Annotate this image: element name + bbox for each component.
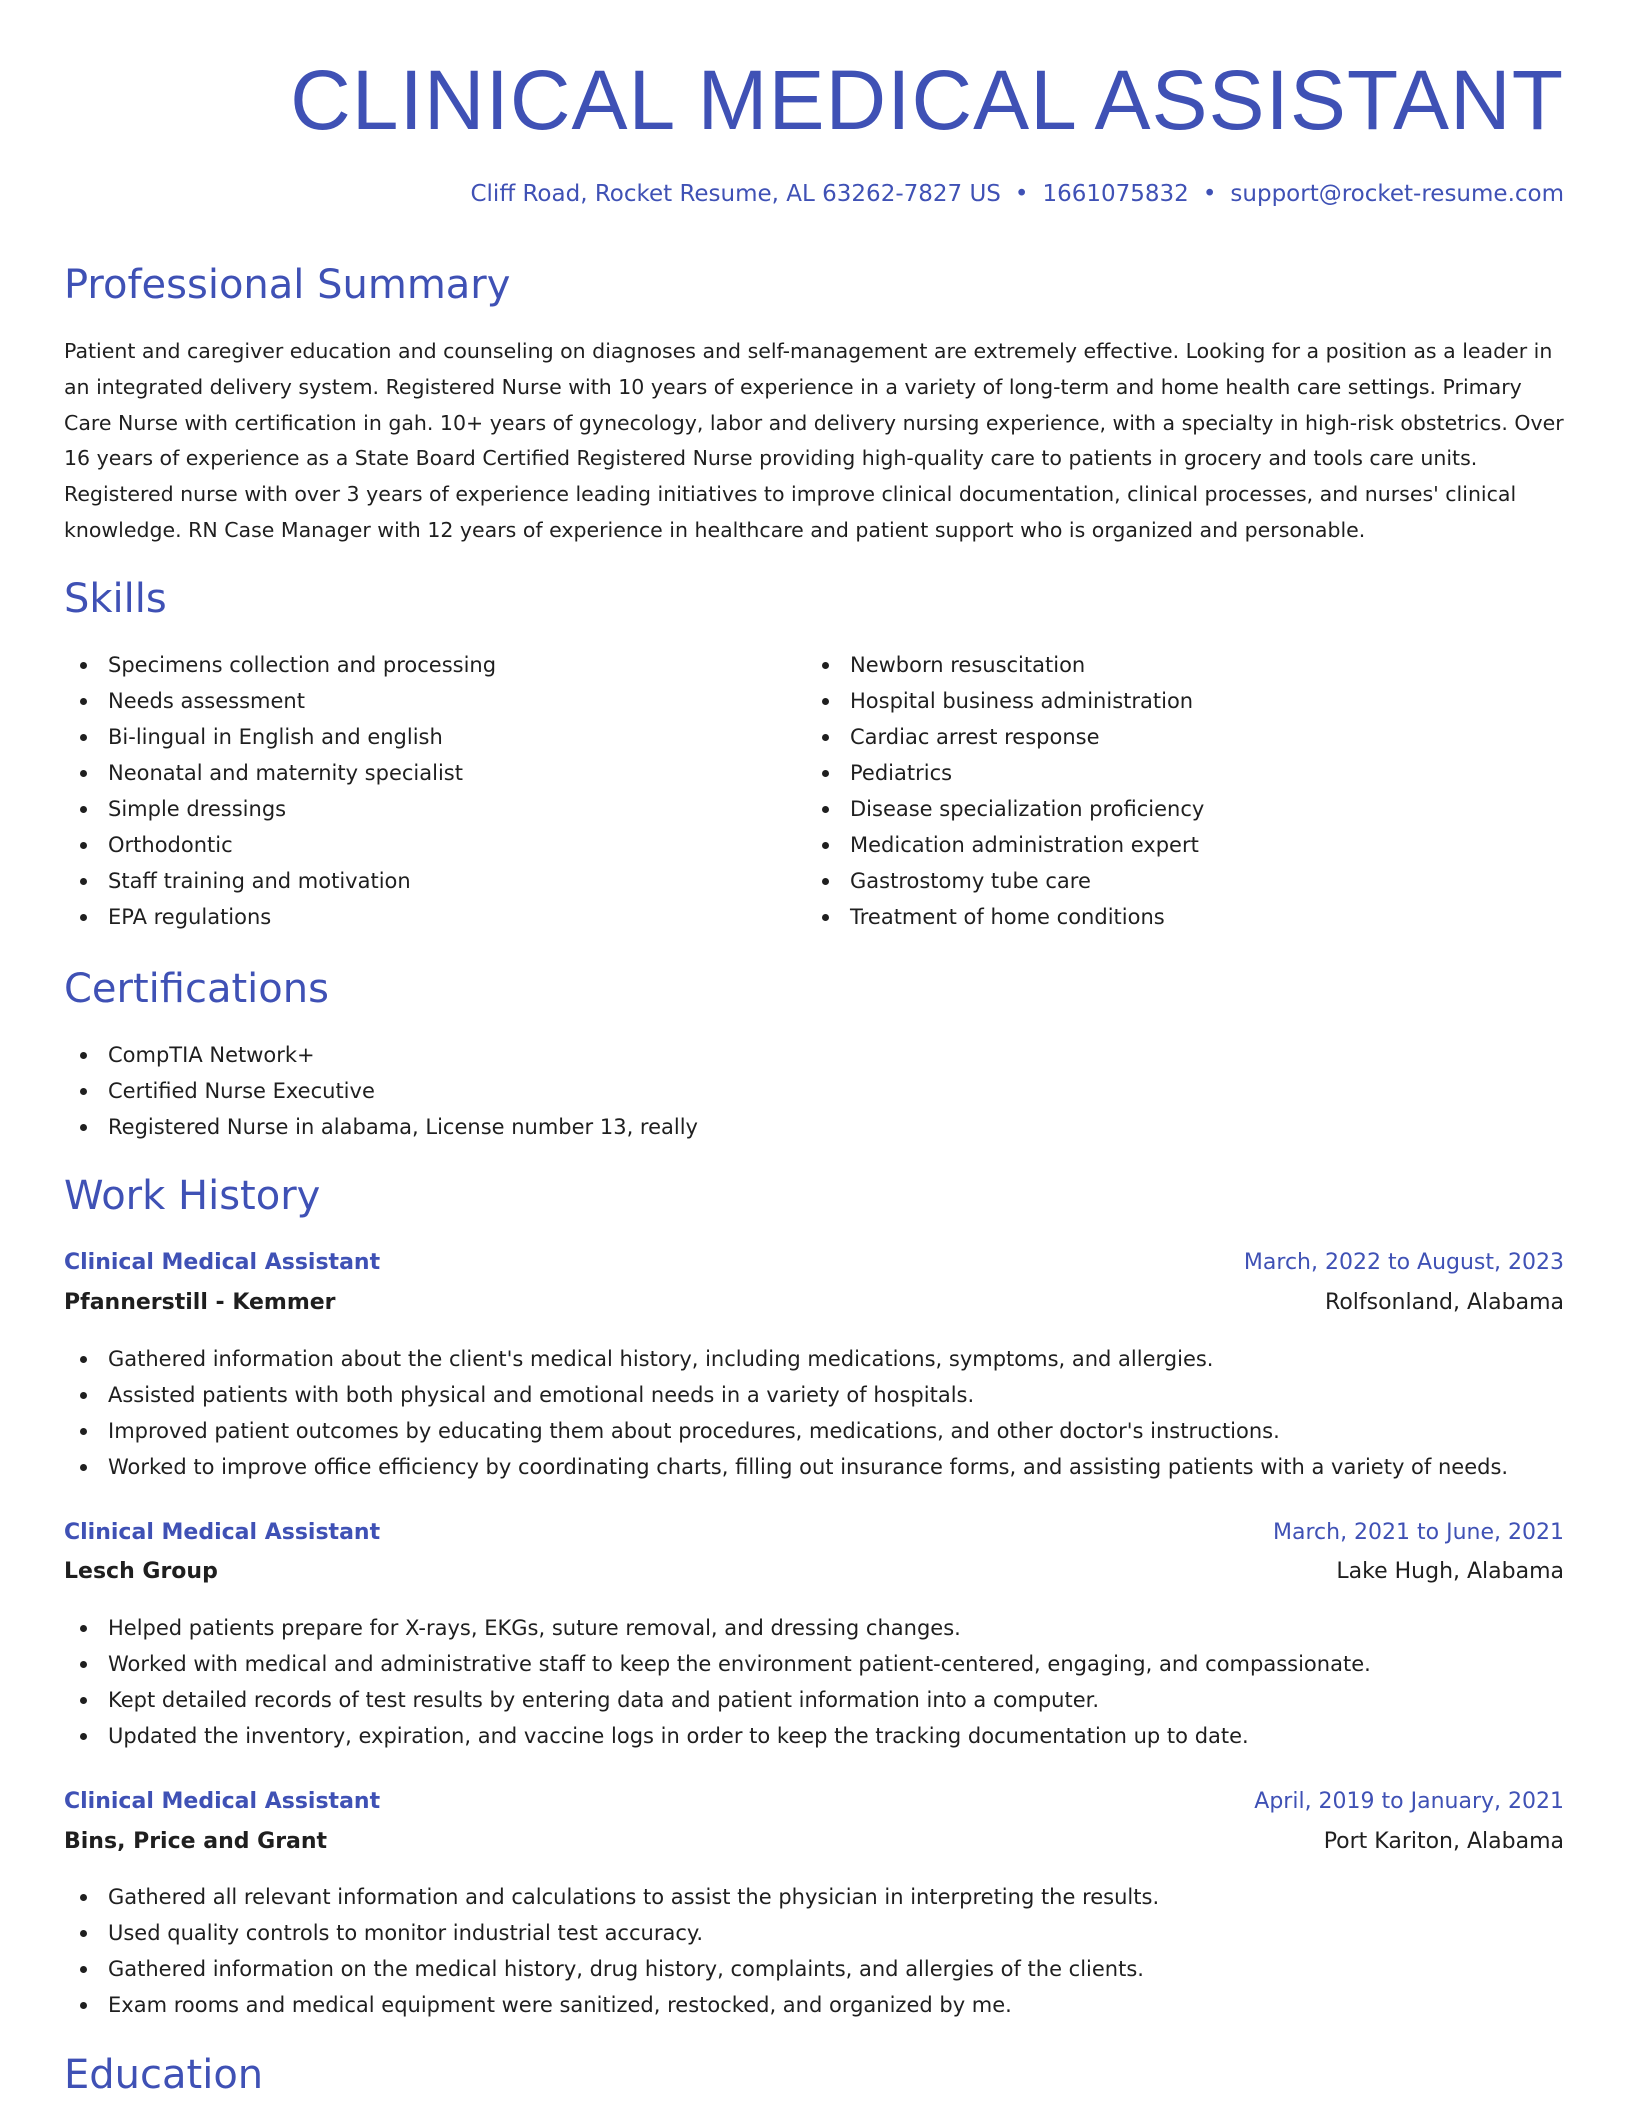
contact-email[interactable]: support@rocket-resume.com xyxy=(1230,181,1564,207)
skill-item: Orthodontic xyxy=(64,827,496,863)
job-dates: March, 2022 to August, 2023 xyxy=(1243,1250,1564,1275)
job-location: Rolfsonland, Alabama xyxy=(1325,1290,1564,1315)
job-location: Port Kariton, Alabama xyxy=(1323,1829,1564,1854)
job-bullets xyxy=(64,1610,1371,1754)
skills-list-left xyxy=(64,647,496,935)
skill-item: Gastrostomy tube care xyxy=(806,863,1204,899)
separator-dot: • xyxy=(1202,181,1217,207)
job-header xyxy=(64,1789,1564,1814)
skill-item: Hospital business administration xyxy=(806,683,1204,719)
job-header xyxy=(64,1520,1564,1545)
separator-dot: • xyxy=(1014,181,1029,207)
work-history-heading: Work History xyxy=(64,1173,321,1219)
education-heading: Education xyxy=(64,2052,264,2098)
job-dates: March, 2021 to June, 2021 xyxy=(1273,1520,1564,1545)
job-header xyxy=(64,1250,1564,1275)
job-bullet: Helped patients prepare for X-rays, EKGs, suture removal, and dressing changes. xyxy=(64,1610,1371,1646)
skill-item: Pediatrics xyxy=(806,755,1204,791)
certification-item: Certified Nurse Executive xyxy=(64,1073,698,1109)
skill-item: Specimens collection and processing xyxy=(64,647,496,683)
skill-item: EPA regulations xyxy=(64,899,496,935)
skill-item: Newborn resuscitation xyxy=(806,647,1204,683)
certification-item: CompTIA Network+ xyxy=(64,1037,698,1073)
job-bullet: Updated the inventory, expiration, and vaccine logs in order to keep the tracking documentation up to date. xyxy=(64,1718,1371,1754)
job-dates: April, 2019 to January, 2021 xyxy=(1254,1789,1564,1814)
job-subheader xyxy=(64,1559,1564,1584)
skills-heading: Skills xyxy=(64,576,167,622)
job-subheader xyxy=(64,1829,1564,1854)
summary-text: Patient and caregiver education and counseling on diagnoses and self-management are extremely effective. Looking for a position as a leader in an integrated delivery system. Registered Nurse with 10 years of experience in a variety of long-term and home health care settings. Primary Care Nurse with certification in gah. 10+ years of gynecology, labor and delivery nursing experience, with a specialty in high-risk obstetrics. Over 16 years of experience as a State Board Certified Registered Nurse providing high-quality care to patients in grocery and tools care units. Registered nurse with over 3 years of experience leading initiatives to improve clinical documentation, clinical processes, and nurses' clinical knowledge. RN Case Manager with 12 years of experience in healthcare and patient support who is organized and personable. xyxy=(64,339,1564,542)
job-employer: Lesch Group xyxy=(64,1559,218,1584)
job-bullet: Exam rooms and medical equipment were sanitized, restocked, and organized by me. xyxy=(64,1987,1159,2023)
certifications-heading: Certifications xyxy=(64,966,329,1012)
skill-item: Medication administration expert xyxy=(806,827,1204,863)
job-bullet: Used quality controls to monitor industrial test accuracy. xyxy=(64,1915,1159,1951)
skill-item: Neonatal and maternity specialist xyxy=(64,755,496,791)
contact-phone[interactable]: 1661075832 xyxy=(1042,181,1189,207)
job-bullets xyxy=(64,1879,1159,2023)
page-title: CLINICAL MEDICAL ASSISTANT xyxy=(290,53,1564,147)
job-bullet: Worked with medical and administrative staff to keep the environment patient-centered, engaging, and compassionate. xyxy=(64,1646,1371,1682)
contact-line xyxy=(470,181,1564,207)
job-bullet: Improved patient outcomes by educating them about procedures, medications, and other doctor's instructions. xyxy=(64,1413,1508,1449)
job-employer: Bins, Price and Grant xyxy=(64,1829,328,1854)
job-subheader xyxy=(64,1290,1564,1315)
contact-address: Cliff Road, Rocket Resume, AL 63262-7827 US xyxy=(470,181,1001,207)
job-bullet: Kept detailed records of test results by entering data and patient information into a computer. xyxy=(64,1682,1371,1718)
certification-item: Registered Nurse in alabama, License number 13, really xyxy=(64,1109,698,1145)
skill-item: Bi-lingual in English and english xyxy=(64,719,496,755)
certifications-list xyxy=(64,1037,698,1145)
skill-item: Simple dressings xyxy=(64,791,496,827)
summary-heading: Professional Summary xyxy=(64,262,511,308)
skill-item: Cardiac arrest response xyxy=(806,719,1204,755)
job-title: Clinical Medical Assistant xyxy=(64,1250,381,1275)
job-bullet: Worked to improve office efficiency by coordinating charts, filling out insurance forms, and assisting patients with a variety of needs. xyxy=(64,1449,1508,1485)
job-title: Clinical Medical Assistant xyxy=(64,1520,381,1545)
skill-item: Needs assessment xyxy=(64,683,496,719)
skills-list-right xyxy=(806,647,1204,935)
job-employer: Pfannerstill - Kemmer xyxy=(64,1290,336,1315)
job-location: Lake Hugh, Alabama xyxy=(1336,1559,1564,1584)
job-bullet: Gathered all relevant information and calculations to assist the physician in interpreting the results. xyxy=(64,1879,1159,1915)
skill-item: Treatment of home conditions xyxy=(806,899,1204,935)
job-bullet: Gathered information on the medical history, drug history, complaints, and allergies of the clients. xyxy=(64,1951,1159,1987)
job-bullet: Assisted patients with both physical and emotional needs in a variety of hospitals. xyxy=(64,1377,1508,1413)
skill-item: Disease specialization proficiency xyxy=(806,791,1204,827)
job-title: Clinical Medical Assistant xyxy=(64,1789,381,1814)
job-bullets xyxy=(64,1341,1508,1485)
job-bullet: Gathered information about the client's medical history, including medications, symptoms, and allergies. xyxy=(64,1341,1508,1377)
skill-item: Staff training and motivation xyxy=(64,863,496,899)
